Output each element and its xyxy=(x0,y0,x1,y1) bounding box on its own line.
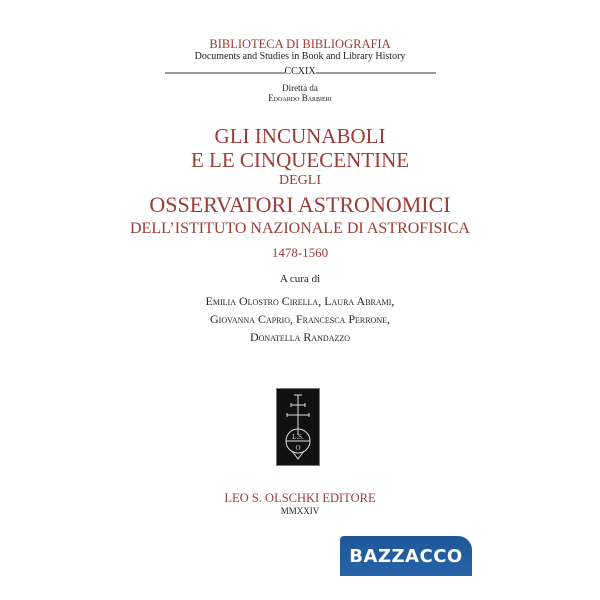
title-line-5: DELL’ISTITUTO NAZIONALE DI ASTROFISICA xyxy=(130,220,470,237)
svg-text:L.S.: L.S. xyxy=(292,433,304,441)
editors-line-2: Giovanna Caprio, Francesca Perrone, xyxy=(210,312,390,326)
series-subtitle: Documents and Studies in Book and Library History xyxy=(194,51,406,62)
series-name: BIBLIOTECA DI BIBLIOGRAFIA xyxy=(209,37,391,51)
publisher-name: LEO S. OLSCHKI EDITORE xyxy=(224,491,376,505)
editors-line-3: Donatella Randazzo xyxy=(249,330,351,344)
series-number: CCXIX xyxy=(284,66,316,77)
divider-right xyxy=(316,72,436,74)
editors-line-1: Emilia Olostro Cirella, Laura Abrami, xyxy=(205,294,395,308)
editors-label: A cura di xyxy=(279,273,321,285)
directed-by-label: Diretta da xyxy=(282,83,318,93)
bookseller-badge: BAZZACCO xyxy=(340,536,472,576)
publisher-logo xyxy=(276,388,320,466)
title-line-4: OSSERVATORI ASTRONOMICI xyxy=(149,192,451,217)
title-line-3: DEGLI xyxy=(279,173,321,188)
title-line-2: E LE CINQUECENTINE xyxy=(190,148,410,172)
publication-year: MMXXIV xyxy=(280,506,320,516)
series-director: Edoardo Barbieri xyxy=(268,93,332,103)
svg-text:O: O xyxy=(295,444,301,452)
publisher-emblem-icon xyxy=(277,389,319,465)
title-line-1: GLI INCUNABOLI xyxy=(214,124,386,148)
title-years: 1478-1560 xyxy=(271,245,329,260)
